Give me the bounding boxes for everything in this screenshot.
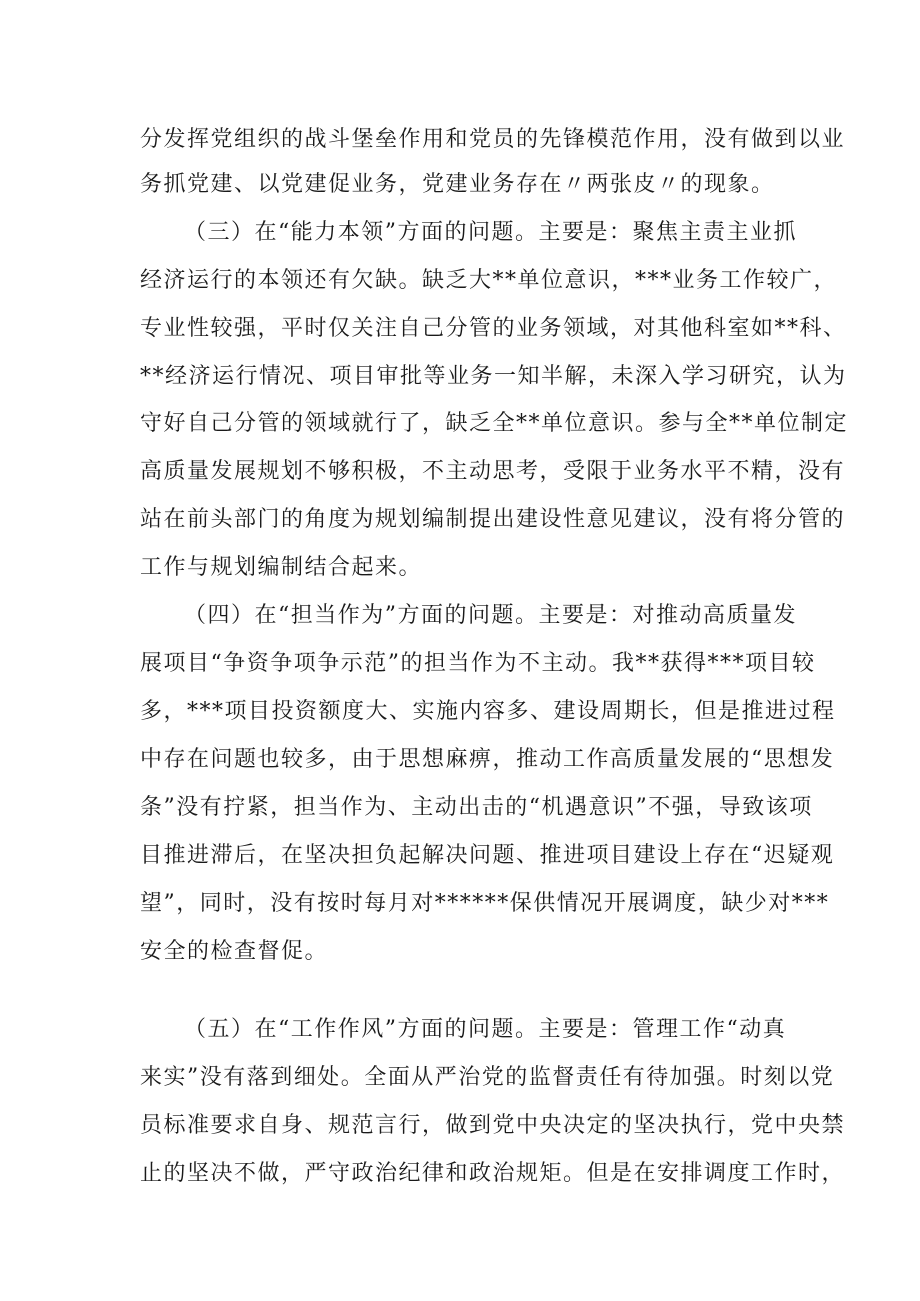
text-line: 多，***项目投资额度大、实施内容多、建设周期长，但是推进过程 (140, 699, 836, 724)
text-line: （三）在“能力本领”方面的问题。主要是：聚焦主责主业抓 (184, 220, 797, 245)
text-line: 专业性较强，平时仅关注自己分管的业务领域，对其他科室如**科、 (140, 316, 847, 341)
text-line: 来实”没有落到细处。全面从严治党的监督责任有待加强。时刻以党 (140, 1065, 835, 1090)
text-line: 止的坚决不做，严守政治纪律和政治规矩。但是在安排调度工作时， (140, 1161, 846, 1186)
text-line: 站在前头部门的角度为规划编制提出建设性意见建议，没有将分管的 (140, 507, 846, 532)
text-line: 经济运行的本领还有欠缺。缺乏大**单位意识，***业务工作较广， (140, 268, 838, 293)
text-line: 目推进滞后，在坚决担负起解决问题、推进项目建设上存在“迟疑观 (140, 843, 835, 868)
text-line: 务抓党建、以党建促业务，党建业务存在〃两张皮〃的现象。 (140, 172, 775, 197)
text-line: 望”，同时，没有按时每月对******保供情况开展调度，缺少对*** (140, 891, 830, 916)
text-line: 员标准要求自身、规范言行，做到党中央决定的坚决执行，党中央禁 (140, 1113, 846, 1138)
text-line: 安全的检查督促。 (140, 939, 329, 964)
text-line: 条”没有拧紧，担当作为、主动出击的“机遇意识”不强，导致该项 (140, 795, 813, 820)
text-line: （四）在“担当作为”方面的问题。主要是：对推动高质量发 (184, 603, 797, 628)
text-line: 中存在问题也较多，由于思想麻痹，推动工作高质量发展的“思想发 (140, 747, 835, 772)
text-line: 工作与规划编制结合起来。 (140, 555, 423, 580)
text-line: 守好自己分管的领域就行了，缺乏全**单位意识。参与全**单位制定 (140, 411, 849, 436)
text-line: 分发挥党组织的战斗堡垒作用和党员的先锋模范作用，没有做到以业 (140, 127, 846, 152)
text-line: （五）在“工作作风”方面的问题。主要是：管理工作“动真 (184, 1017, 787, 1042)
text-line: 展项目“争资争项争示范”的担当作为不主动。我**获得***项目较 (140, 651, 816, 676)
text-line: **经济运行情况、项目审批等业务一知半解，未深入学习研究，认为 (140, 364, 847, 389)
text-line: 高质量发展规划不够积极，不主动思考，受限于业务水平不精，没有 (140, 459, 846, 484)
